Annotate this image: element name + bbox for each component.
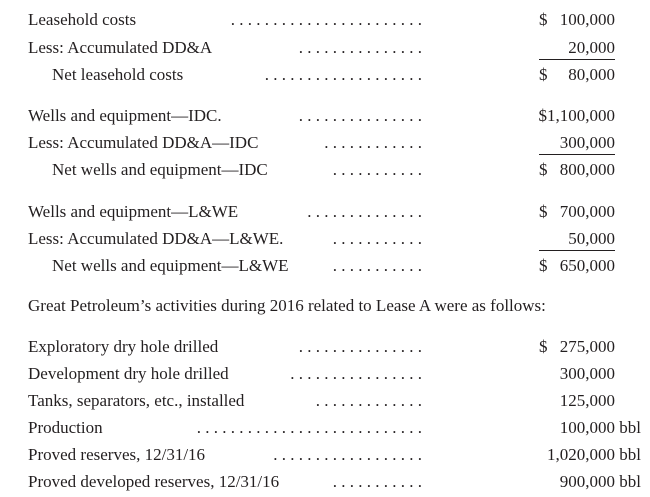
leader-dots: . . . . . . . . . . . . . . . . . . . . . . .: [230, 10, 422, 29]
accumulated-dda-row: [0, 36, 650, 60]
activities-intro-paragraph: Great Petroleum’s activities during 2016 related to Lease A were as follows:: [28, 296, 546, 315]
leader-dots: . . . . . . . . . . . . .: [315, 391, 422, 410]
leader-dots: . . . . . . . . . . . .: [324, 133, 422, 152]
exploratory-dry-hole-row: [0, 335, 650, 359]
row-amount: 20,000: [568, 38, 615, 57]
wells-lwe-row: [0, 200, 650, 224]
net-wells-idc-row: [0, 158, 650, 182]
tanks-separators-row: [0, 389, 650, 413]
dollar-sign: $: [539, 256, 548, 275]
dollar-sign: $: [539, 202, 548, 221]
row-amount: 650,000: [559, 256, 615, 275]
row-amount: 125,000: [559, 391, 615, 410]
row-label: Net leasehold costs: [52, 65, 184, 84]
leader-dots: . . . . . . . . . . .: [332, 256, 422, 275]
leader-dots: . . . . . . . . . . . . . . .: [298, 38, 422, 57]
leader-dots: . . . . . . . . . . . . . .: [307, 202, 422, 221]
leader-dots: . . . . . . . . . . . . . . . . . . .: [264, 65, 422, 84]
development-dry-hole-row: [0, 362, 650, 386]
dollar-sign: $: [539, 337, 548, 356]
dollar-sign: $: [539, 65, 548, 84]
row-amount: 80,000: [568, 65, 615, 84]
row-amount: 1,020,000 bbl: [547, 445, 641, 464]
row-label: Wells and equipment—L&WE: [28, 202, 239, 221]
dollar-sign: $: [539, 160, 548, 179]
leasehold-costs-row: [0, 8, 650, 32]
leader-dots: . . . . . . . . . . . . . . .: [298, 337, 422, 356]
subtotal-underline: [539, 59, 615, 60]
row-amount: 100,000: [559, 10, 615, 29]
row-amount: 700,000: [559, 202, 615, 221]
leader-dots: . . . . . . . . . . .: [332, 472, 422, 491]
row-label: Production: [28, 418, 103, 437]
row-label: Less: Accumulated DD&A—L&WE.: [28, 229, 284, 248]
row-amount: 900,000 bbl: [559, 472, 641, 491]
leader-dots: . . . . . . . . . . . . . . . .: [290, 364, 422, 383]
row-amount: 300,000: [559, 133, 615, 152]
row-label: Leasehold costs: [28, 10, 137, 29]
subtotal-underline: [539, 250, 615, 251]
accumulated-dda-lwe-row: [0, 227, 650, 251]
row-label: Proved reserves, 12/31/16: [28, 445, 206, 464]
proved-reserves-row: [0, 443, 650, 467]
net-leasehold-row: [0, 63, 650, 87]
accumulated-dda-idc-row: [0, 131, 650, 155]
row-label: Less: Accumulated DD&A—IDC: [28, 133, 259, 152]
row-label: Less: Accumulated DD&A: [28, 38, 213, 57]
proved-developed-reserves-row: [0, 470, 650, 494]
row-label: Exploratory dry hole drilled: [28, 337, 219, 356]
row-label: Proved developed reserves, 12/31/16: [28, 472, 280, 491]
row-amount: $1,100,000: [538, 106, 615, 125]
row-label: Tanks, separators, etc., installed: [28, 391, 245, 410]
row-amount: 300,000: [559, 364, 615, 383]
row-label: Net wells and equipment—IDC: [52, 160, 268, 179]
dollar-sign: $: [539, 10, 548, 29]
subtotal-underline: [539, 154, 615, 155]
row-amount: 100,000 bbl: [559, 418, 641, 437]
row-amount: 800,000: [559, 160, 615, 179]
leader-dots: . . . . . . . . . . . . . . . . . .: [273, 445, 422, 464]
production-row: [0, 416, 650, 440]
leader-dots: . . . . . . . . . . . . . . .: [298, 106, 422, 125]
net-wells-lwe-row: [0, 254, 650, 278]
leader-dots: . . . . . . . . . . . . . . . . . . . . . . . . . . .: [196, 418, 422, 437]
leader-dots: . . . . . . . . . . .: [332, 160, 422, 179]
wells-idc-row: [0, 104, 650, 128]
row-label: Net wells and equipment—L&WE: [52, 256, 289, 275]
row-label: Development dry hole drilled: [28, 364, 229, 383]
row-amount: 50,000: [568, 229, 615, 248]
row-amount: 275,000: [559, 337, 615, 356]
row-label: Wells and equipment—IDC.: [28, 106, 222, 125]
leader-dots: . . . . . . . . . . .: [332, 229, 422, 248]
